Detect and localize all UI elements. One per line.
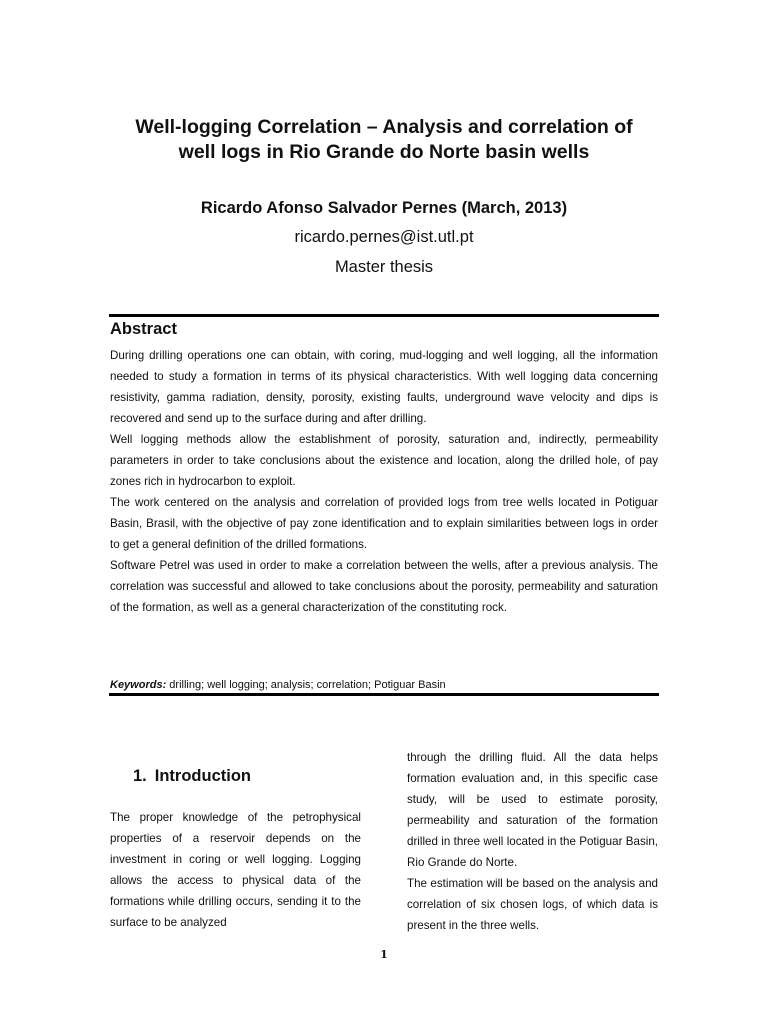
intro-paragraph: through the drilling fluid. All the data helps formation evaluation and, in this specific case study, will be used to estimate porosity, permeability and saturation of the formation drilled in three well located in the Potiguar Basin, Rio Grande do Norte.: [407, 751, 658, 869]
section-title: Introduction: [154, 767, 251, 785]
title-line-2: well logs in Rio Grande do Norte basin wells: [178, 141, 590, 163]
section-heading-introduction: [133, 765, 251, 787]
paper-title: [90, 115, 678, 165]
intro-paragraph: The proper knowledge of the petrophysical properties of a reservoir depends on the investment in coring or well logging. Logging allows the access to physical data of the formations while drilling occurs, sending it to the surface to be analyzed: [110, 811, 361, 929]
section-number: 1.: [133, 767, 147, 785]
abstract-paragraph: During drilling operations one can obtain, with coring, mud-logging and well logging, all the information needed to study a formation in terms of its physical characteristics. With well logging data concerning resistivity, gamma radiation, density, porosity, existing faults, underground wave velocity and dips is recovered and send up to the surface during and after drilling.: [110, 349, 658, 425]
intro-left-column: [110, 807, 361, 933]
keywords-label: Keywords:: [110, 679, 167, 691]
title-line-1: Well-logging Correlation – Analysis and correlation of: [135, 116, 633, 138]
intro-right-column: [407, 747, 658, 936]
abstract-bottom-rule: [109, 693, 659, 696]
author-line: Ricardo Afonso Salvador Pernes (March, 2013): [200, 199, 568, 217]
author-email: ricardo.pernes@ist.utl.pt: [294, 228, 474, 246]
document-type: Master thesis: [334, 258, 434, 276]
abstract-top-rule: [109, 314, 659, 317]
intro-paragraph: The estimation will be based on the analysis and correlation of six chosen logs, of which data is present in the three wells.: [407, 877, 658, 932]
abstract-heading: Abstract: [110, 320, 177, 338]
keywords-line: [110, 677, 658, 693]
abstract-paragraph: Well logging methods allow the establishment of porosity, saturation and, indirectly, permeability parameters in order to take conclusions about the existence and location, along the drilled hole, of pay zones rich in hydrocarbon to exploit.: [110, 433, 658, 488]
abstract-body: [110, 345, 658, 618]
page-number: 1: [380, 948, 388, 961]
keywords-text: drilling; well logging; analysis; correlation; Potiguar Basin: [166, 679, 446, 691]
abstract-paragraph: Software Petrel was used in order to make a correlation between the wells, after a previous analysis. The correlation was successful and allowed to take conclusions about the porosity, permeability and saturation of the formation, as well as a general characterization of the constituting rock.: [110, 559, 658, 614]
abstract-paragraph: The work centered on the analysis and correlation of provided logs from tree wells located in Potiguar Basin, Brasil, with the objective of pay zone identification and to explain similarities between logs in order to get a general definition of the drilled formations.: [110, 496, 658, 551]
